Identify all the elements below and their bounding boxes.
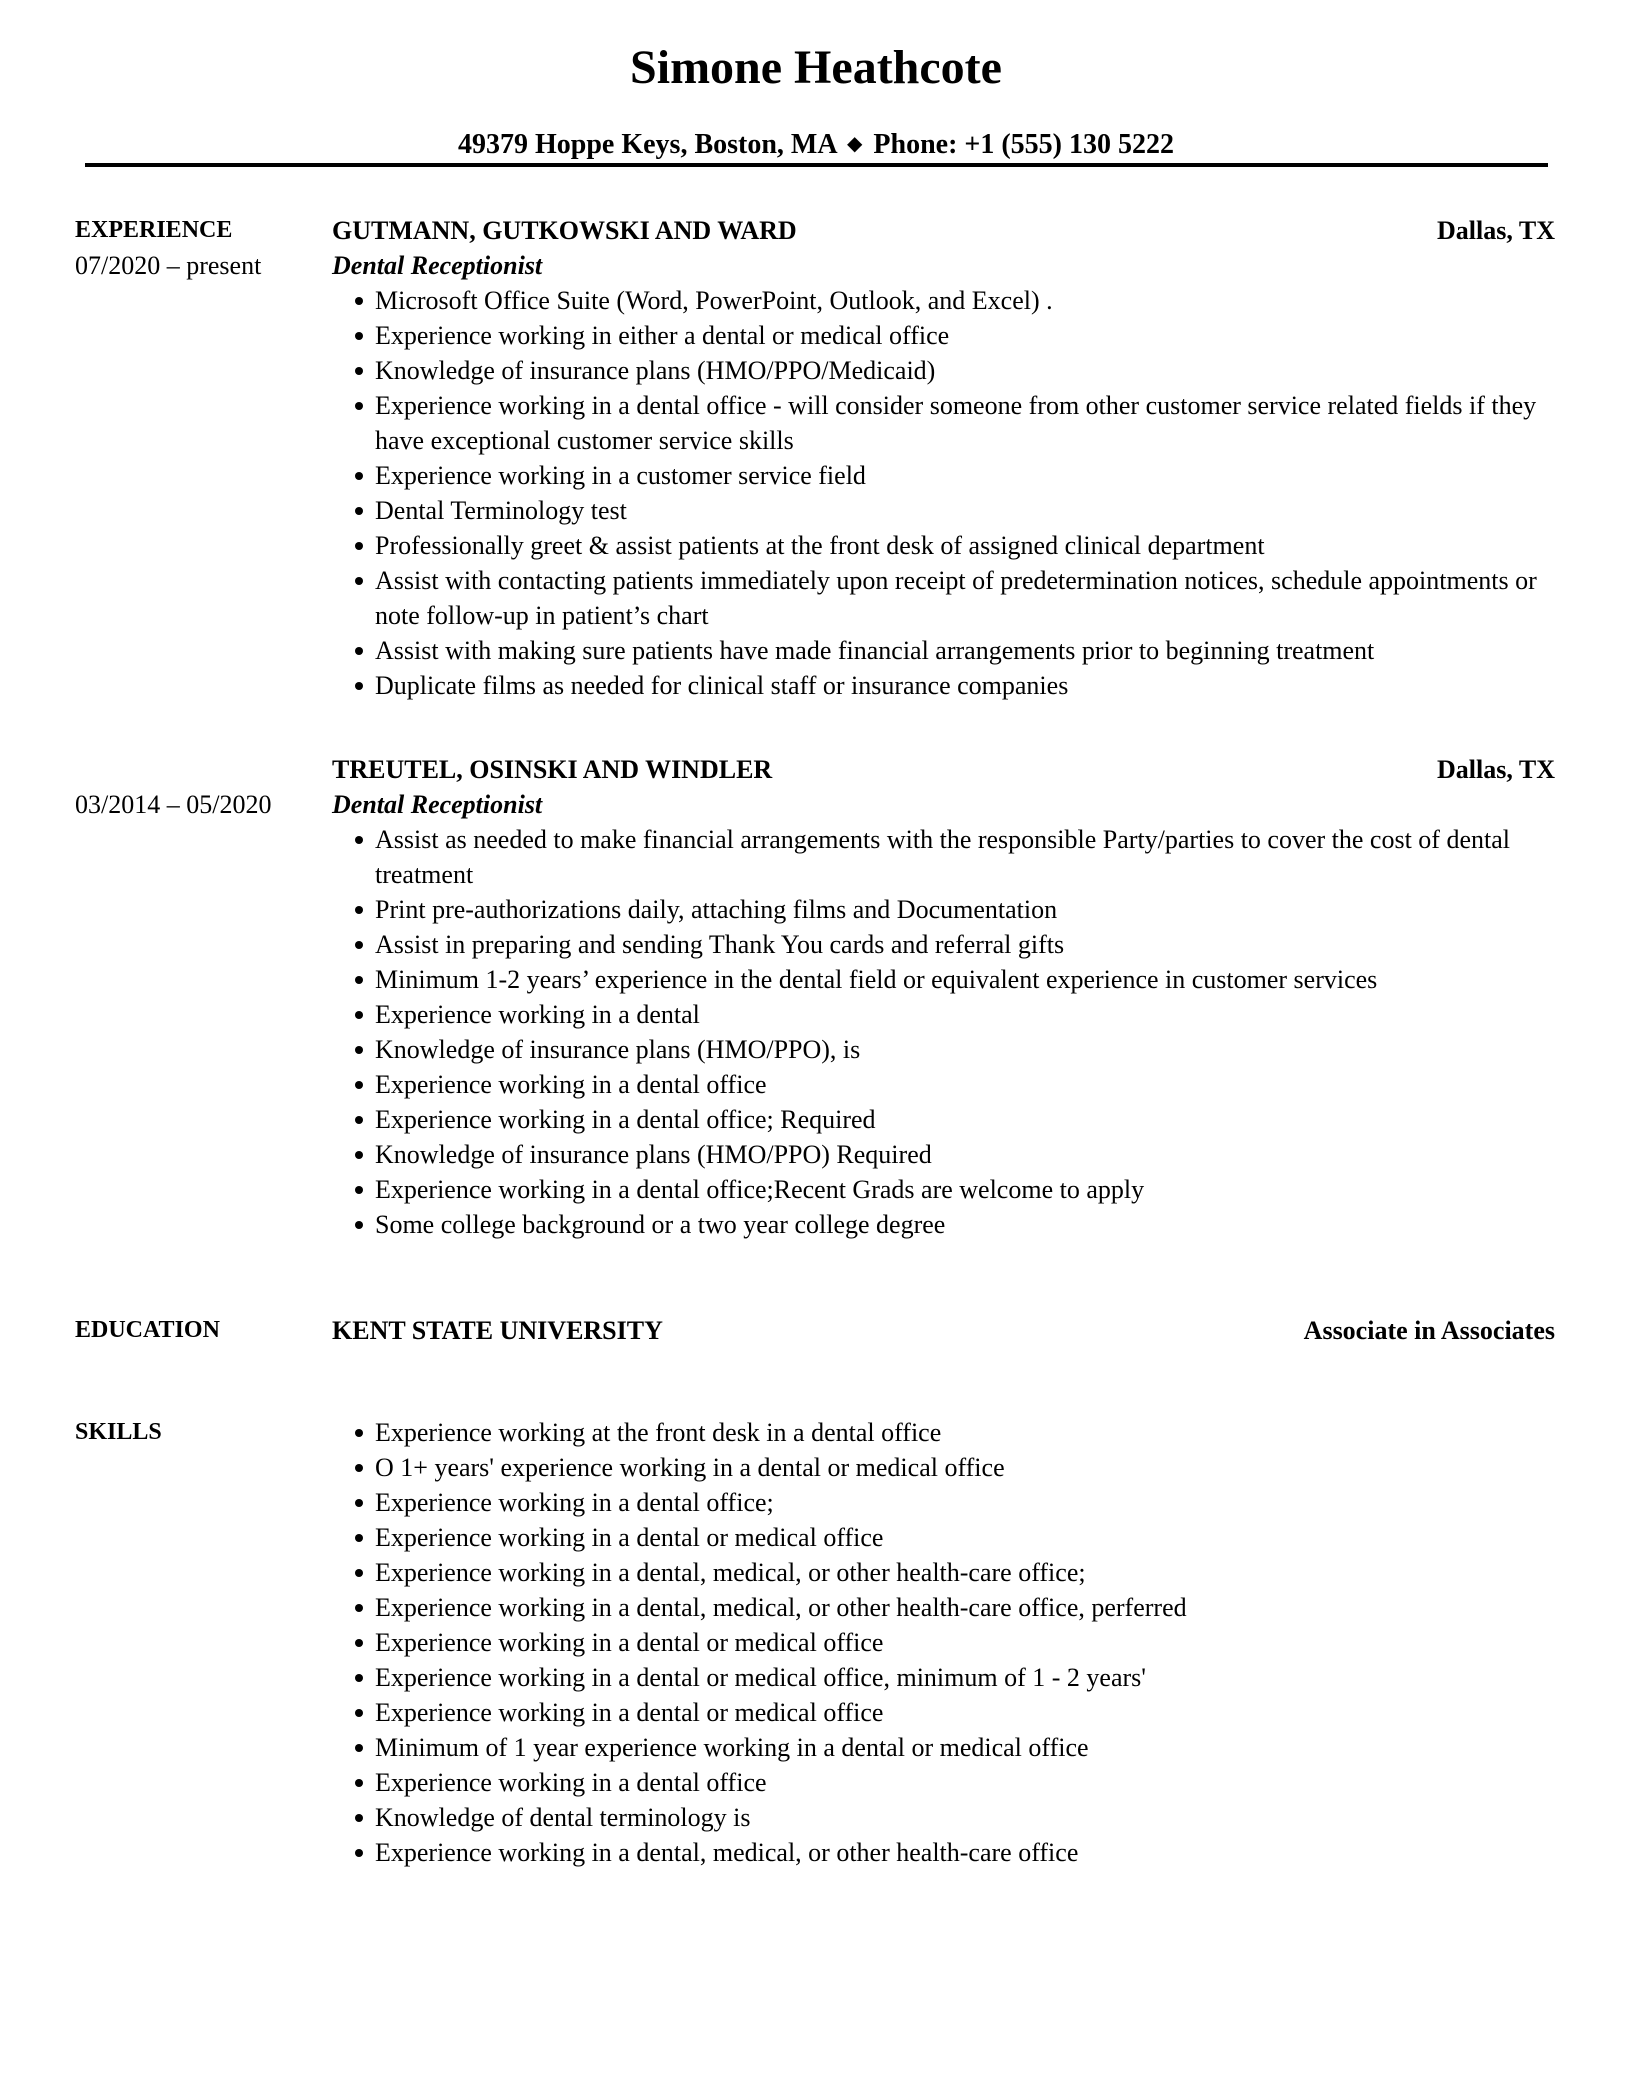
list-item xyxy=(375,1730,1555,1765)
list-item-text: Experience working in a dental office xyxy=(375,1070,767,1099)
bullet-icon xyxy=(355,1569,363,1577)
list-item-text: Knowledge of insurance plans (HMO/PPO/Medicaid) xyxy=(375,356,936,385)
school-name: KENT STATE UNIVERSITY xyxy=(332,1316,663,1345)
list-item xyxy=(375,1032,1555,1067)
bullet-icon xyxy=(355,1639,363,1647)
list-item-text: Experience working in either a dental or medical office xyxy=(375,321,950,350)
company-name: TREUTEL, OSINSKI AND WINDLER xyxy=(332,755,773,784)
job-dates: 07/2020 – present xyxy=(75,251,262,280)
list-item-text: Knowledge of insurance plans (HMO/PPO), is xyxy=(375,1035,861,1064)
list-item xyxy=(375,528,1555,563)
header-divider xyxy=(85,163,1548,167)
list-item xyxy=(375,1450,1555,1485)
job-header xyxy=(75,213,1555,248)
bullet-icon xyxy=(355,1151,363,1159)
list-item xyxy=(375,1590,1555,1625)
job-title: Dental Receptionist xyxy=(332,790,543,819)
list-item-text: Experience working in a dental, medical, or other health-care office xyxy=(375,1838,1079,1867)
job-bullets xyxy=(375,822,1555,1242)
job-title-row xyxy=(75,787,1555,822)
candidate-name: Simone Heathcote xyxy=(630,41,1002,94)
list-item xyxy=(375,353,1555,388)
list-item-text: Experience working in a dental or medical office xyxy=(375,1523,884,1552)
bullet-icon xyxy=(355,1221,363,1229)
phone: Phone: +1 (555) 130 5222 xyxy=(873,129,1175,160)
list-item-text: Experience working in a dental, medical, or other health-care office; xyxy=(375,1558,1086,1587)
list-item xyxy=(375,633,1555,668)
list-item xyxy=(375,892,1555,927)
contact-line xyxy=(0,127,1632,162)
list-item-text: O 1+ years' experience working in a dental or medical office xyxy=(375,1453,1005,1482)
bullet-icon xyxy=(355,367,363,375)
bullet-icon xyxy=(355,297,363,305)
job-bullets xyxy=(375,283,1555,703)
list-item-text: Knowledge of dental terminology is xyxy=(375,1803,751,1832)
experience-section xyxy=(75,213,1555,703)
list-item-text: Experience working in a dental xyxy=(375,1000,700,1029)
bullet-icon xyxy=(355,1604,363,1612)
list-item-text: Experience working in a dental or medical office xyxy=(375,1698,884,1727)
bullet-icon xyxy=(355,577,363,585)
list-item-text: Assist with contacting patients immediately upon receipt of predetermination notices, schedule appointments or note follow-up in patient’s chart xyxy=(375,566,1537,630)
bullet-icon xyxy=(355,507,363,515)
bullet-icon xyxy=(355,1779,363,1787)
list-item-text: Experience working at the front desk in a dental office xyxy=(375,1418,942,1447)
list-item-text: Microsoft Office Suite (Word, PowerPoint, Outlook, and Excel) . xyxy=(375,286,1053,315)
list-item xyxy=(375,668,1555,703)
list-item xyxy=(375,493,1555,528)
list-item-text: Experience working in a dental office; xyxy=(375,1488,774,1517)
list-item xyxy=(375,318,1555,353)
address: 49379 Hoppe Keys, Boston, MA xyxy=(457,129,837,160)
bullet-icon xyxy=(355,1011,363,1019)
bullet-icon xyxy=(355,402,363,410)
job-dates: 03/2014 – 05/2020 xyxy=(75,790,272,819)
bullet-icon xyxy=(355,647,363,655)
list-item-text: Minimum of 1 year experience working in a dental or medical office xyxy=(375,1733,1089,1762)
bullet-icon xyxy=(355,1429,363,1437)
list-item xyxy=(375,1625,1555,1660)
job-title: Dental Receptionist xyxy=(332,251,543,280)
list-item-text: Experience working in a dental or medical office xyxy=(375,1628,884,1657)
diamond-icon: ◆ xyxy=(847,133,863,155)
list-item xyxy=(375,822,1555,892)
bullet-icon xyxy=(355,1709,363,1717)
bullet-icon xyxy=(355,906,363,914)
list-item-text: Experience working in a dental or medical office, minimum of 1 - 2 years' xyxy=(375,1663,1146,1692)
bullet-icon xyxy=(355,836,363,844)
list-item xyxy=(375,1555,1555,1590)
list-item xyxy=(375,1102,1555,1137)
list-item xyxy=(375,1695,1555,1730)
job-header xyxy=(75,752,1555,787)
list-item xyxy=(375,1485,1555,1520)
list-item-text: Experience working in a dental office xyxy=(375,1768,767,1797)
list-item xyxy=(375,283,1555,318)
list-item-text: Experience working in a dental office; Required xyxy=(375,1105,876,1134)
skills-list xyxy=(375,1415,1555,1870)
list-item xyxy=(375,1137,1555,1172)
bullet-icon xyxy=(355,1744,363,1752)
list-item xyxy=(375,1172,1555,1207)
company-name: GUTMANN, GUTKOWSKI AND WARD xyxy=(332,216,797,245)
section-label-experience: EXPERIENCE xyxy=(75,217,233,243)
list-item xyxy=(375,458,1555,493)
bullet-icon xyxy=(355,1046,363,1054)
list-item-text: Duplicate films as needed for clinical staff or insurance companies xyxy=(375,671,1069,700)
list-item xyxy=(375,927,1555,962)
bullet-icon xyxy=(355,542,363,550)
bullet-icon xyxy=(355,1814,363,1822)
bullet-icon xyxy=(355,976,363,984)
list-item xyxy=(375,1067,1555,1102)
list-item-text: Minimum 1-2 years’ experience in the dental field or equivalent experience in customer services xyxy=(375,965,1378,994)
bullet-icon xyxy=(355,1849,363,1857)
list-item-text: Assist with making sure patients have made financial arrangements prior to beginning treatment xyxy=(375,636,1375,665)
bullet-icon xyxy=(355,1186,363,1194)
list-item-text: Assist in preparing and sending Thank You cards and referral gifts xyxy=(375,930,1065,959)
list-item xyxy=(375,962,1555,997)
list-item xyxy=(375,563,1555,633)
list-item xyxy=(375,1765,1555,1800)
bullet-icon xyxy=(355,682,363,690)
list-item-text: Professionally greet & assist patients at the front desk of assigned clinical department xyxy=(375,531,1265,560)
job-location: Dallas, TX xyxy=(1437,755,1555,784)
bullet-icon xyxy=(355,472,363,480)
bullet-icon xyxy=(355,1499,363,1507)
list-item-text: Print pre-authorizations daily, attaching films and Documentation xyxy=(375,895,1058,924)
list-item xyxy=(375,1800,1555,1835)
list-item xyxy=(375,1415,1555,1450)
list-item-text: Assist as needed to make financial arrangements with the responsible Party/parties to cover the cost of dental treatment xyxy=(375,825,1510,889)
list-item xyxy=(375,1660,1555,1695)
education-section xyxy=(75,1313,1555,1348)
list-item-text: Dental Terminology test xyxy=(375,496,627,525)
section-label-skills: SKILLS xyxy=(75,1419,162,1445)
education-row xyxy=(75,1313,1555,1348)
list-item-text: Some college background or a two year college degree xyxy=(375,1210,946,1239)
bullet-icon xyxy=(355,1674,363,1682)
list-item-text: Experience working in a dental office - will consider someone from other customer service related fields if they have exceptional customer service skills xyxy=(375,391,1537,455)
list-item xyxy=(375,1520,1555,1555)
experience-job-2 xyxy=(75,752,1555,1242)
skills-section xyxy=(75,1415,1555,1870)
list-item xyxy=(375,388,1555,458)
list-item-text: Experience working in a dental, medical, or other health-care office, perferred xyxy=(375,1593,1187,1622)
job-title-row xyxy=(75,248,1555,283)
list-item xyxy=(375,1207,1555,1242)
job-location: Dallas, TX xyxy=(1437,216,1555,245)
degree: Associate in Associates xyxy=(1303,1316,1555,1345)
bullet-icon xyxy=(355,1116,363,1124)
bullet-icon xyxy=(355,1534,363,1542)
list-item xyxy=(375,997,1555,1032)
list-item-text: Experience working in a customer service field xyxy=(375,461,866,490)
bullet-icon xyxy=(355,332,363,340)
list-item xyxy=(375,1835,1555,1870)
list-item-text: Knowledge of insurance plans (HMO/PPO) Required xyxy=(375,1140,932,1169)
section-label-education: EDUCATION xyxy=(75,1317,220,1343)
bullet-icon xyxy=(355,941,363,949)
bullet-icon xyxy=(355,1464,363,1472)
list-item-text: Experience working in a dental office;Recent Grads are welcome to apply xyxy=(375,1175,1145,1204)
bullet-icon xyxy=(355,1081,363,1089)
